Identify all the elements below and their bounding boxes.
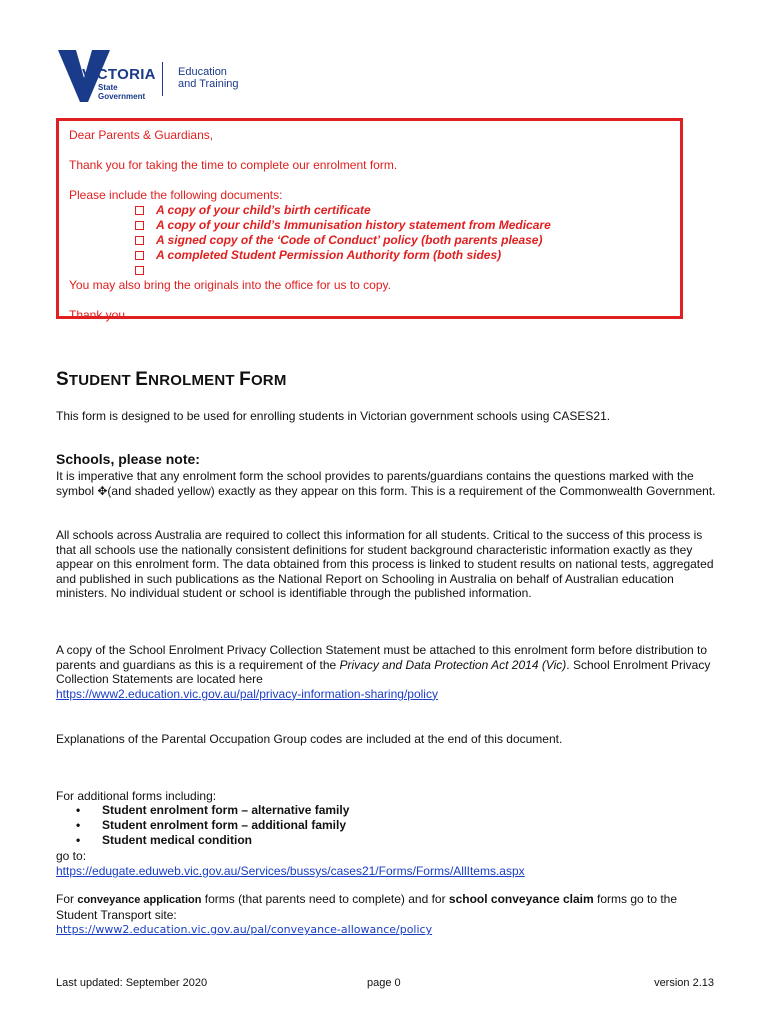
footer-version: version 2.13 (654, 977, 714, 989)
notice-include-intro: Please include the following documents: (69, 188, 283, 202)
document-item: A signed copy of the ‘Code of Conduct’ policy (both parents please) (69, 233, 670, 248)
list-item: • Student enrolment form – alternative family (56, 803, 349, 818)
victoria-logo (58, 50, 158, 102)
checkbox-icon[interactable] (135, 266, 144, 275)
page-title: STUDENT ENROLMENT FORM (56, 369, 287, 390)
compass-symbol-icon: ✥ (97, 483, 108, 498)
checkbox-icon[interactable] (135, 236, 144, 245)
conveyance-policy-link[interactable]: https://www2.education.vic.gov.au/pal/conveyance-allowance/policy (56, 923, 433, 937)
data-collection-paragraph: All schools across Australia are required to collect this information for all students. Critical to the success of this process is that all schools use the nationally consistent definitions for student background characteristic information exactly as they appear on this enrolment form. The data obtained from this process is linked to student results on national tests, aggregated and published in such publications as the National Report on Schooling in Australia on behalf of Australian education ministers. No individual student or school is identifiable through the published information. (56, 528, 714, 601)
checkbox-icon[interactable] (135, 206, 144, 215)
occupation-note: Explanations of the Parental Occupation Group codes are included at the end of this document. (56, 732, 563, 746)
symbol-requirement-paragraph: It is imperative that any enrolment form the school provides to parents/guardians contains the questions marked with the symbol ✥(and shaded yellow) exactly as they appear on this form. This is a requirement of the Commonwealth Government. (56, 469, 716, 498)
list-item: • Student enrolment form – additional family (56, 818, 349, 833)
forms-library-link[interactable]: https://edugate.eduweb.vic.gov.au/Services/bussys/cases21/Forms/Forms/AllItems.aspx (56, 864, 525, 878)
department-name: Education and Training (178, 66, 239, 90)
logo-wordmark: VICTORIA (82, 66, 156, 83)
document-item: A completed Student Permission Authority form (both sides) (69, 248, 670, 263)
schools-note-heading: Schools, please note: (56, 451, 200, 467)
footer-page-number: page 0 (367, 977, 401, 989)
privacy-paragraph: A copy of the School Enrolment Privacy Collection Statement must be attached to this enrolment form before distribution to parents and guardians as this is a requirement of the Privacy and Data Protection Act 2014 (Vic). School Enrolment Privacy Collection Statements are located here https://www2.education.vic.gov.au/pal/privacy-information-sharing/policy (56, 643, 711, 701)
notice-thanks: Thank you for taking the time to complete our enrolment form. (69, 158, 398, 172)
document-item (69, 263, 670, 278)
conveyance-paragraph: For conveyance application forms (that parents need to complete) and for school conveyance claim forms go to the Student Transport site: https://www2.education.vic.gov.au/pal/conveyance-allowance/policy (56, 892, 678, 937)
list-item: • Student medical condition (56, 833, 349, 848)
parent-notice-box (56, 118, 683, 322)
additional-forms-intro: For additional forms including: (56, 789, 217, 803)
document-item: A copy of your child’s Immunisation history statement from Medicare (69, 218, 670, 233)
checkbox-icon[interactable] (135, 221, 144, 230)
additional-forms-list (56, 803, 349, 848)
document-item: A copy of your child’s birth certificate (69, 203, 670, 218)
privacy-policy-link[interactable]: https://www2.education.vic.gov.au/pal/privacy-information-sharing/policy (56, 686, 438, 701)
forms-link-line (56, 864, 716, 879)
notice-signoff: Thank you (69, 308, 126, 322)
notice-greeting: Dear Parents & Guardians, (69, 128, 214, 142)
logo-divider (162, 62, 163, 96)
form-intro: This form is designed to be used for enrolling students in Victorian government schools using CASES21. (56, 409, 611, 423)
checkbox-icon[interactable] (135, 251, 144, 260)
go-to-label: go to: (56, 849, 87, 863)
logo-subtitle: State Government (98, 83, 146, 101)
notice-originals: You may also bring the originals into the office for us to copy. (69, 278, 391, 292)
footer-last-updated: Last updated: September 2020 (56, 977, 208, 989)
document-checklist (69, 203, 670, 278)
